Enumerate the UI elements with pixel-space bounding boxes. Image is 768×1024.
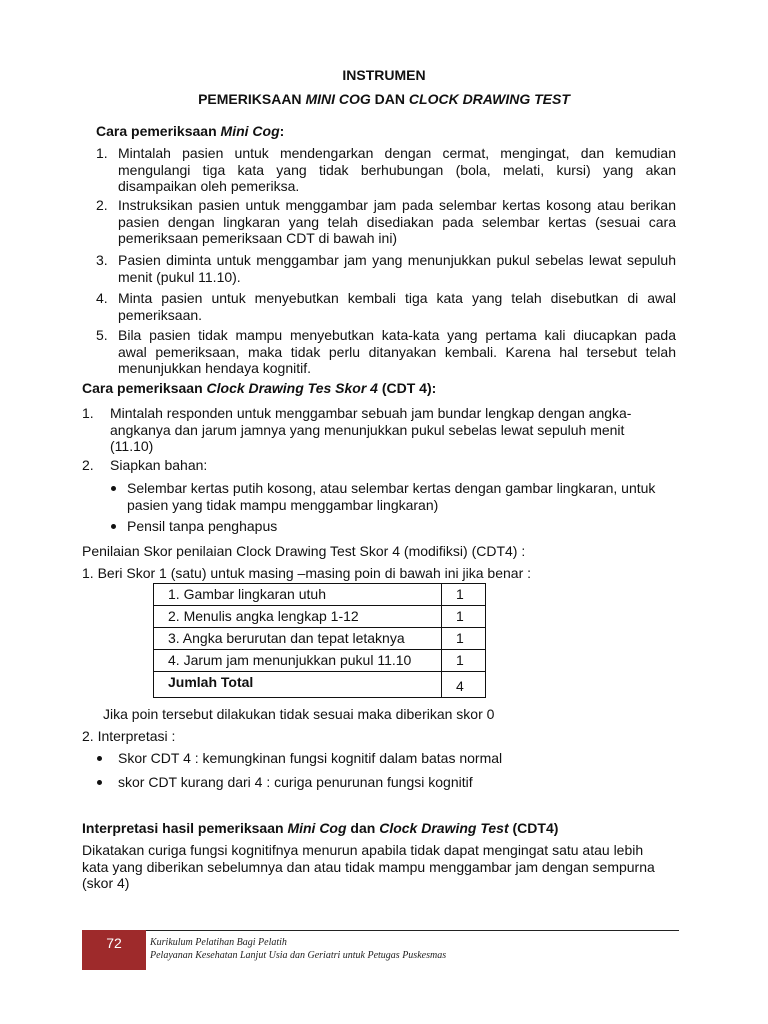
- text-line: Pasien diminta untuk menggambar jam yang menunjukkan pukul sebelas lewat sepuluh: [118, 252, 676, 268]
- table-cell-label: 3. Angka berurutan dan tepat letaknya: [154, 628, 442, 650]
- heading-part: (CDT4): [508, 820, 559, 836]
- text-line: Mintalah responden untuk menggambar sebuah jam bundar lengkap dengan angka-: [110, 405, 632, 421]
- heading-part: Cara pemeriksaan: [96, 123, 221, 139]
- table-cell-label: 4. Jarum jam menunjukkan pukul 11.10: [154, 650, 442, 672]
- text-line: pasien dengan lingkaran yang telah disediakan pada selembar kertas (sesuai cara: [118, 213, 676, 230]
- table-row: [154, 628, 486, 650]
- heading-part-italic: Clock Drawing Tes Skor 4: [206, 380, 378, 396]
- heading-part-italic: Mini Cog: [287, 820, 347, 836]
- page-subtitle: [0, 91, 768, 108]
- cdt-heading: [82, 380, 436, 397]
- bullet-icon: [97, 780, 102, 785]
- score-table: [153, 583, 486, 698]
- minicog-item-text: [118, 145, 676, 195]
- heading-part: Interpretasi hasil pemeriksaan: [82, 820, 288, 836]
- text-line: pemeriksaan pemeriksaan CDT di bawah ini): [118, 230, 398, 246]
- text-line: Instruksikan pasien untuk menggambar jam pada selembar kertas kosong atau berikan: [118, 197, 676, 213]
- page-number: 72: [82, 930, 146, 970]
- text-line: Dikatakan curiga fungsi kognitifnya menurun apabila tidak dapat mengingat satu atau lebih: [82, 842, 644, 858]
- hasil-paragraph: [82, 842, 682, 892]
- table-row: [154, 650, 486, 672]
- bullet-icon: [111, 524, 116, 529]
- minicog-item-text: [118, 197, 676, 247]
- cdt-item-number: 1.: [82, 405, 94, 421]
- cdt-item-number: 2.: [82, 457, 94, 473]
- table-total-value: 4: [442, 672, 486, 698]
- bahan-item: Pensil tanpa penghapus: [127, 518, 278, 534]
- text-line: Selembar kertas putih kosong, atau selembar kertas dengan gambar lingkaran, untuk: [127, 480, 656, 496]
- interpretasi-label: 2. Interpretasi :: [82, 728, 176, 744]
- table-row: [154, 606, 486, 628]
- table-total-row: [154, 672, 486, 698]
- cdt-item-text: [110, 405, 650, 455]
- footer-line-1: Kurikulum Pelatihan Bagi Pelatih: [150, 937, 287, 948]
- minicog-item-number: 4.: [96, 290, 108, 306]
- text-line: awal pemeriksaan, maka tidak perlu ditanyakan kembali. Karena hal tersebut telah: [118, 343, 676, 360]
- hasil-heading: [82, 820, 558, 837]
- minicog-item-text: [118, 252, 676, 285]
- jika-poin-text: Jika poin tersebut dilakukan tidak sesuai maka diberikan skor 0: [103, 706, 495, 722]
- text-line: pemeriksaan.: [118, 306, 203, 323]
- minicog-item-number: 3.: [96, 252, 108, 268]
- footer-line-2: Pelayanan Kesehatan Lanjut Usia dan Geriatri untuk Petugas Puskesmas: [150, 950, 447, 961]
- minicog-item-text: [118, 290, 676, 323]
- table-cell-value: 1: [442, 584, 486, 606]
- table-cell-label: 2. Menulis angka lengkap 1-12: [154, 606, 442, 628]
- page-title: INSTRUMEN: [342, 67, 426, 83]
- table-cell-label: 1. Gambar lingkaran utuh: [154, 584, 442, 606]
- interpretasi-item: Skor CDT 4 : kemungkinan fungsi kognitif dalam batas normal: [118, 750, 503, 766]
- table-cell-value: 1: [442, 650, 486, 672]
- heading-part: Cara pemeriksaan: [82, 380, 207, 396]
- subtitle-part: DAN: [370, 91, 409, 107]
- heading-part-italic: Mini Cog: [220, 123, 280, 139]
- text-line: Bila pasien tidak mampu menyebutkan kata-kata yang pertama kali diucapkan pada: [118, 327, 676, 343]
- heading-part: (CDT 4):: [377, 380, 437, 396]
- beri-skor-text: 1. Beri Skor 1 (satu) untuk masing –masing poin di bawah ini jika benar :: [82, 565, 532, 581]
- table-cell-value: 1: [442, 606, 486, 628]
- text-line: menit (pukul 11.10).: [118, 268, 241, 285]
- minicog-heading: [96, 123, 284, 140]
- cdt-item-text: Siapkan bahan:: [110, 457, 208, 473]
- minicog-item-number: 2.: [96, 197, 108, 213]
- subtitle-part-italic: MINI COG: [305, 91, 371, 107]
- text-line: (skor 4): [82, 875, 130, 891]
- interpretasi-item: skor CDT kurang dari 4 : curiga penurunan fungsi kognitif: [118, 774, 473, 790]
- heading-part: :: [279, 123, 285, 139]
- bahan-item: [127, 480, 677, 513]
- table-cell-value: 1: [442, 628, 486, 650]
- bullet-icon: [111, 486, 116, 491]
- text-line: Minta pasien untuk menyebutkan kembali tiga kata yang telah disebutkan di awal: [118, 290, 676, 306]
- text-line: kata yang diberikan sebelumnya dan atau tidak mampu menggambar jam dengan sempurna: [82, 858, 655, 875]
- text-line: menunjukkan hendaya kognitif.: [118, 360, 312, 376]
- text-line: (11.10): [110, 438, 154, 454]
- text-line: Mintalah pasien untuk mendengarkan dengan cermat, mengingat, dan kemudian: [118, 145, 676, 161]
- subtitle-part: PEMERIKSAAN: [198, 91, 306, 107]
- minicog-item-number: 1.: [96, 145, 108, 161]
- minicog-item-text: [118, 327, 676, 377]
- heading-part: dan: [346, 820, 380, 836]
- text-line: pasien yang tidak mampu menggambar lingkaran): [127, 496, 439, 513]
- minicog-item-number: 5.: [96, 327, 108, 343]
- text-line: disampaikan oleh pemeriksa.: [118, 178, 300, 194]
- heading-part-italic: Clock Drawing Test: [379, 820, 509, 836]
- penilaian-text: Penilaian Skor penilaian Clock Drawing Test Skor 4 (modifiksi) (CDT4) :: [82, 543, 526, 559]
- table-row: [154, 584, 486, 606]
- subtitle-part-italic: CLOCK DRAWING TEST: [408, 91, 570, 107]
- text-line: mengulangi tiga kata yang tidak berhubungan (bola, melati, kursi) yang akan: [118, 161, 676, 178]
- footer-divider: [82, 930, 679, 931]
- table-total-label: Jumlah Total: [154, 672, 442, 698]
- bullet-icon: [97, 756, 102, 761]
- text-line: angkanya dan jarum jamnya yang menunjukkan pukul sebelas lewat sepuluh menit: [110, 421, 625, 438]
